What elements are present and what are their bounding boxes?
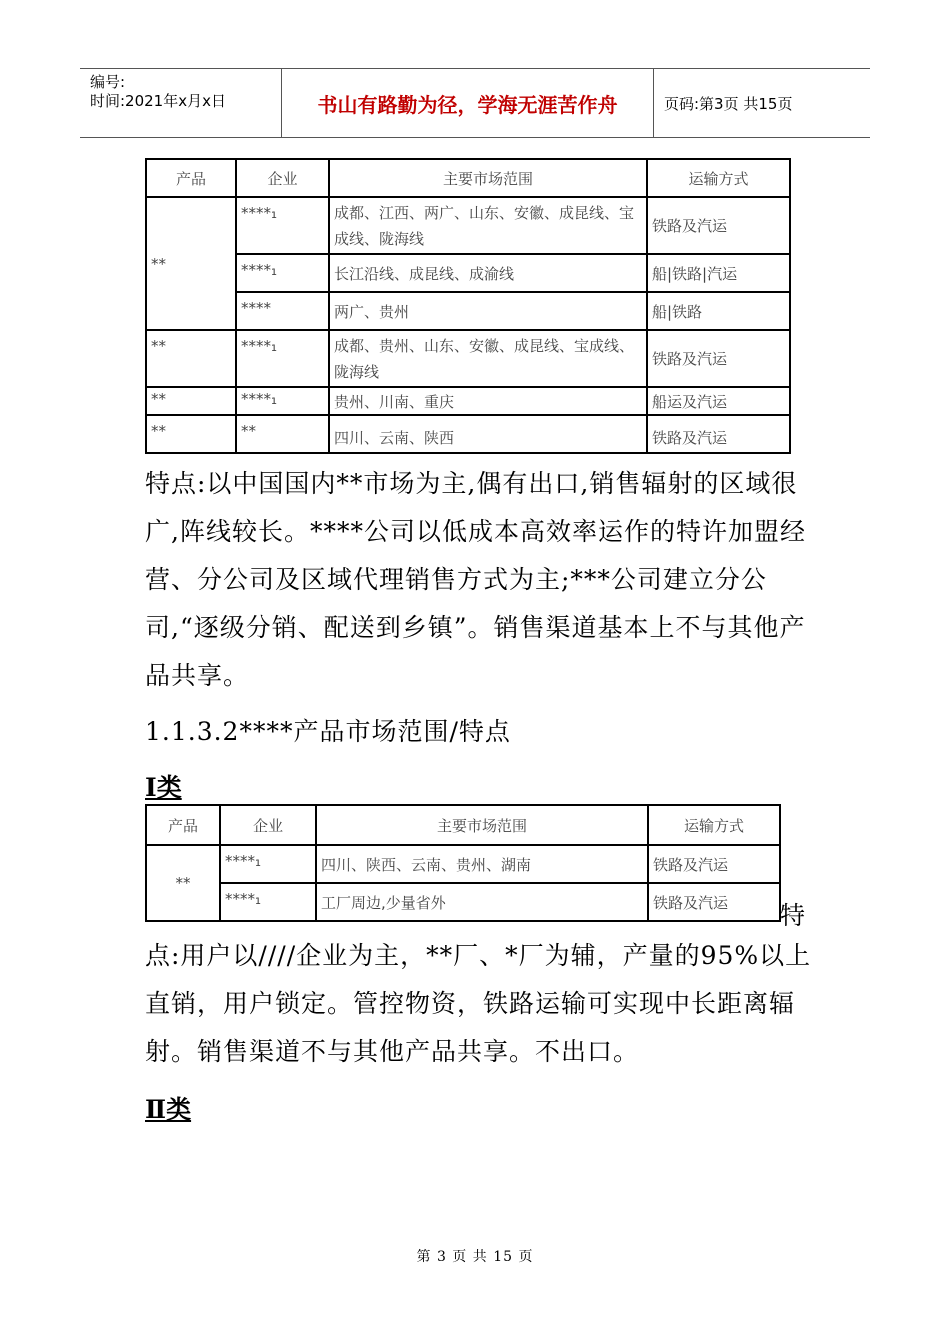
paragraph-2-first-char: 特 xyxy=(780,901,806,930)
market-cell: 成都、贵州、山东、安徽、成昆线、宝成线、陇海线 xyxy=(329,330,647,387)
market-cell: 贵州、川南、重庆 xyxy=(329,387,647,415)
market-cell: 两广、贵州 xyxy=(329,292,647,330)
transport-cell: 铁路及汽运 xyxy=(647,330,790,387)
class-1-heading: Ⅰ类 xyxy=(145,773,182,802)
transport-cell: 铁路及汽运 xyxy=(648,883,780,921)
product-cell: ** xyxy=(146,415,236,453)
section-title: 1.1.3.2****产品市场范围/特点 xyxy=(145,717,511,746)
paragraph-features-2: 点:用户以////企业为主，**厂、*厂为辅，产量的95%以上直销，用户锁定。管控物资，铁路运输可实现中长距离辐射。销售渠道不与其他产品共享。不出口。 xyxy=(145,941,812,1066)
number-label: 编号: xyxy=(90,73,126,91)
header-page-info: 页码:第3页 共15页 xyxy=(664,94,793,113)
market-table-1 xyxy=(145,158,791,454)
product-cell: ** xyxy=(146,330,236,387)
page-footer: 第 3 页 共 15 页 xyxy=(416,1249,534,1265)
enterprise-cell: ****₁ xyxy=(236,254,329,292)
table-header-row xyxy=(146,159,790,197)
transport-cell: 船|铁路|汽运 xyxy=(647,254,790,292)
market-cell: 四川、陕西、云南、贵州、湖南 xyxy=(316,845,648,883)
col-header: 主要市场范围 xyxy=(316,805,648,845)
enterprise-cell: ****₁ xyxy=(236,330,329,387)
page-header xyxy=(80,68,870,138)
col-header: 运输方式 xyxy=(647,159,790,197)
transport-cell: 船|铁路 xyxy=(647,292,790,330)
table-row xyxy=(146,883,780,921)
col-header: 企业 xyxy=(220,805,316,845)
col-header: 企业 xyxy=(236,159,329,197)
market-cell: 长江沿线、成昆线、成渝线 xyxy=(329,254,647,292)
paragraph-features-1: 特点:以中国国内**市场为主,偶有出口,销售辐射的区域很广,阵线较长。****公司以低成本高效率运作的特许加盟经营、分公司及区域代理销售方式为主;***公司建立分公司,“逐级分销、配送到乡镇”。销售渠道基本上不与其他产品共享。 xyxy=(145,469,806,690)
enterprise-cell: ****₁ xyxy=(220,883,316,921)
market-cell: 四川、云南、陕西 xyxy=(329,415,647,453)
header-motto: 书山有路勤为径，学海无涯苦作舟 xyxy=(282,69,654,137)
col-header: 产品 xyxy=(146,159,236,197)
table-row xyxy=(146,254,790,292)
time-label: 时间:2021年x月x日 xyxy=(90,92,226,110)
enterprise-cell: ****₁ xyxy=(220,845,316,883)
table-row xyxy=(146,845,780,883)
col-header: 产品 xyxy=(146,805,220,845)
transport-cell: 铁路及汽运 xyxy=(647,197,790,254)
enterprise-cell: ** xyxy=(236,415,329,453)
product-cell: ** xyxy=(146,197,236,330)
product-cell: ** xyxy=(146,845,220,921)
col-header: 主要市场范围 xyxy=(329,159,647,197)
table-row xyxy=(146,415,790,453)
table-header-row xyxy=(146,805,780,845)
enterprise-cell: ****₁ xyxy=(236,387,329,415)
market-cell: 工厂周边,少量省外 xyxy=(316,883,648,921)
table-row xyxy=(146,330,790,387)
enterprise-cell: **** xyxy=(236,292,329,330)
market-table-2 xyxy=(145,804,781,922)
table-row xyxy=(146,197,790,254)
header-meta xyxy=(80,69,282,137)
transport-cell: 铁路及汽运 xyxy=(648,845,780,883)
transport-cell: 铁路及汽运 xyxy=(647,415,790,453)
transport-cell: 船运及汽运 xyxy=(647,387,790,415)
product-cell: ** xyxy=(146,387,236,415)
table-row xyxy=(146,292,790,330)
market-cell: 成都、江西、两广、山东、安徽、成昆线、宝成线、陇海线 xyxy=(329,197,647,254)
table-row xyxy=(146,387,790,415)
class-2-heading: Ⅱ类 xyxy=(145,1095,192,1124)
enterprise-cell: ****₁ xyxy=(236,197,329,254)
col-header: 运输方式 xyxy=(648,805,780,845)
